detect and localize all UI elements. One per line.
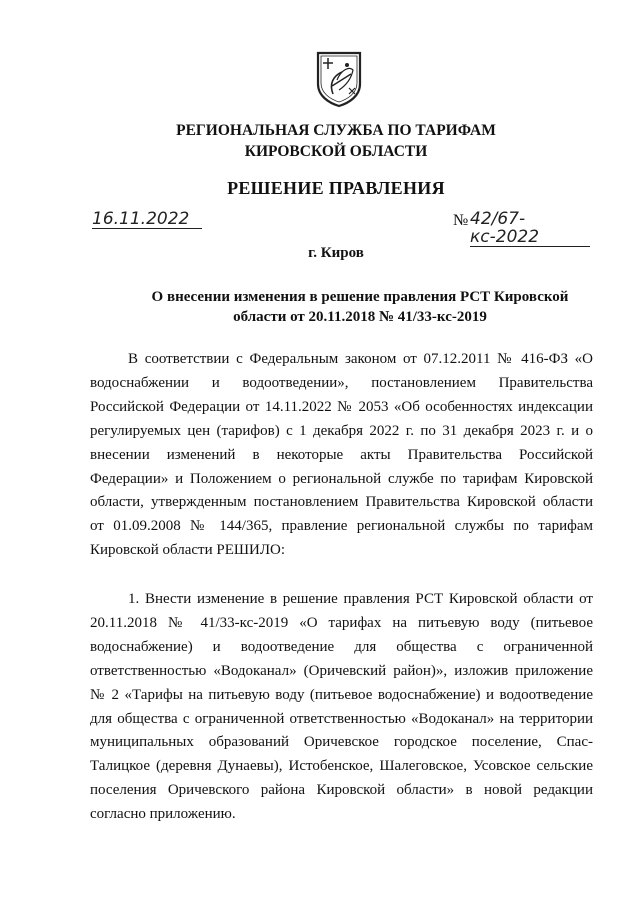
body-paragraph-preamble: В соответствии с Федеральным законом от 07.12.2011 № 416-ФЗ «О водоснабжении и водоотведении», постановлением Правительства Российской Федерации от 14.11.2022 № 2053 «Об особенностях индексации регулируемых цен (тарифов) с 1 декабря 2022 г. по 31 декабря 2023 г. и о внесении изменений в некоторые акты Правительства Российской Федерации» и Положением о региональной службе по тарифам Кировской области, утвержденным постановлением Правительства Кировской области от 01.09.2008 № 144/365, правление региональной службы по тарифам Кировской области РЕШИЛО: bbox=[90, 351, 593, 559]
body-paragraph-decision-1: 1. Внести изменение в решение правления РСТ Кировской области от 20.11.2018 № 41/33-кс-2019 «О тарифах на питьевую воду (питьевое водоснабжение) и водоотведение для общества с ограниченной ответственностью «Водоканал» (Оричевский район)», изложив приложение № 2 «Тарифы на питьевую воду (питьевое водоснабжение) и водоотведение для общества с ограниченной ответственностью «Водоканал» на территории муниципальных образований Оричевское городское поселение, Спас-Талицкое (деревня Дунаевы), Истобенское, Шалеговское, Усовское сельские поселения Оричевского района Кировской области» в новой редакции согласно приложению. bbox=[90, 591, 593, 823]
document-subject: О внесении изменения в решение правления РСТ Кировской области от 20.11.2018 № 41/33-кс-2019 bbox=[151, 289, 569, 325]
org-name-line1: РЕГИОНАЛЬНАЯ СЛУЖБА ПО ТАРИФАМ bbox=[176, 122, 496, 139]
coat-of-arms-icon bbox=[315, 50, 363, 108]
document-type-title: РЕШЕНИЕ ПРАВЛЕНИЯ bbox=[227, 178, 445, 198]
handwritten-document-number: 42/67-кс-2022 bbox=[470, 210, 590, 247]
number-label: № bbox=[453, 212, 469, 229]
city-name: г. Киров bbox=[308, 245, 364, 261]
handwritten-date: 16.11.2022 bbox=[92, 210, 202, 229]
org-name-line2: КИРОВСКОЙ ОБЛАСТИ bbox=[244, 143, 428, 160]
